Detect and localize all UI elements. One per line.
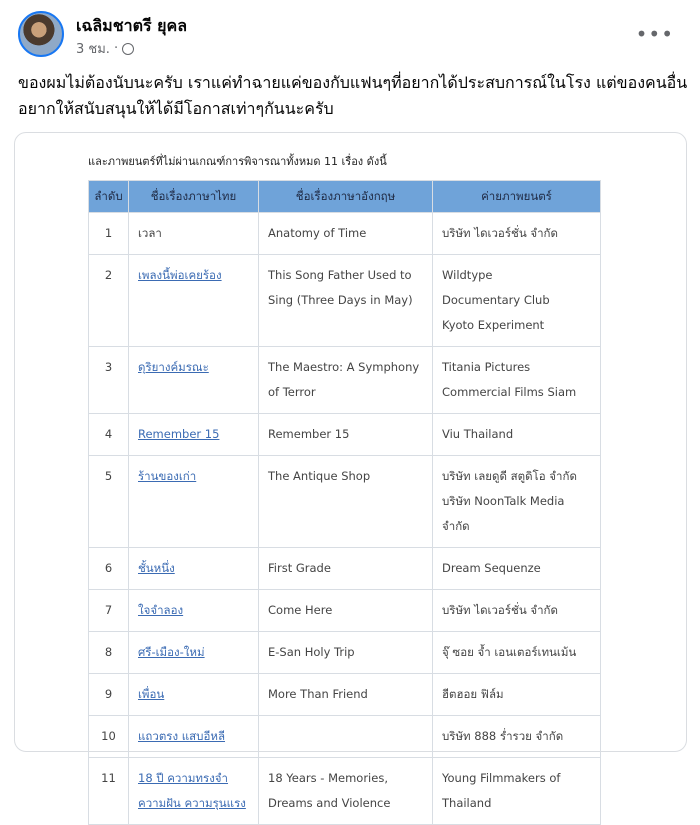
- studio-name: ฮีตฮอย ฟิล์ม: [442, 687, 504, 701]
- english-title: More Than Friend: [259, 674, 433, 716]
- row-number: 10: [89, 716, 129, 758]
- studio-name: Wildtype: [442, 268, 493, 282]
- table-row: [89, 414, 601, 456]
- thai-title-cell: [129, 674, 259, 716]
- studio-name: Dream Sequenze: [442, 561, 541, 575]
- studio-name: Viu Thailand: [442, 427, 514, 441]
- thai-title-cell: [129, 758, 259, 825]
- more-options-button[interactable]: •••: [635, 22, 674, 46]
- thai-title-cell: [129, 255, 259, 347]
- header-english: ชื่อเรื่องภาษาอังกฤษ: [259, 181, 433, 213]
- studio-cell: [433, 255, 601, 347]
- english-title: First Grade: [259, 548, 433, 590]
- thai-title[interactable]: Remember 15: [138, 427, 220, 441]
- row-number: 6: [89, 548, 129, 590]
- studio-cell: [433, 213, 601, 255]
- thai-title-cell: [129, 632, 259, 674]
- studio-cell: [433, 716, 601, 758]
- header-studio: ค่ายภาพยนตร์: [433, 181, 601, 213]
- thai-title[interactable]: เพลงนี้พ่อเคยร้อง: [138, 268, 222, 282]
- studio-name: บริษัท 888 ร่ำรวย จำกัด: [442, 729, 564, 743]
- english-title: [259, 716, 433, 758]
- thai-title[interactable]: แถวตรง แสบอีหลี: [138, 729, 226, 743]
- thai-title-cell: [129, 716, 259, 758]
- author-avatar[interactable]: [18, 11, 64, 57]
- table-row: [89, 590, 601, 632]
- studio-name: จุ๊ ซอย จ้ำ เอนเตอร์เทนเม้น: [442, 645, 577, 659]
- thai-title-cell: [129, 347, 259, 414]
- thai-title[interactable]: ชั้นหนึ่ง: [138, 561, 175, 575]
- studio-name: Titania Pictures: [442, 360, 531, 374]
- thai-title-cell: [129, 456, 259, 548]
- studio-name: บริษัท ไดเวอร์ชั่น จำกัด: [442, 226, 558, 240]
- row-number: 5: [89, 456, 129, 548]
- header-no: ลำดับ: [89, 181, 129, 213]
- table-row: [89, 347, 601, 414]
- author-name[interactable]: เฉลิมชาตรี ยุคล: [76, 16, 187, 35]
- english-title: 18 Years - Memories, Dreams and Violence: [259, 758, 433, 825]
- post-text: ของผมไม่ต้องนับนะครับ เราแค่ทำฉายแค่ของกับแฟนๆที่อยากได้ประสบการณ์ในโรง แต่ของคนอื่นอยากให้สนับสนุนให้ได้มีโอกาสเท่าๆกันนะครับ: [18, 73, 688, 118]
- table-header: [89, 181, 601, 213]
- post-meta: [76, 38, 134, 59]
- row-number: 11: [89, 758, 129, 825]
- studio-cell: [433, 456, 601, 548]
- table-row: [89, 632, 601, 674]
- studio-cell: [433, 414, 601, 456]
- english-title: The Maestro: A Symphony of Terror: [259, 347, 433, 414]
- english-title: E-San Holy Trip: [259, 632, 433, 674]
- thai-title: เวลา: [138, 226, 162, 240]
- studio-cell: [433, 347, 601, 414]
- thai-title[interactable]: เพื่อน: [138, 687, 165, 701]
- thai-title[interactable]: ดุริยางค์มรณะ: [138, 360, 209, 374]
- english-title: The Antique Shop: [259, 456, 433, 548]
- studio-name: Documentary Club: [442, 293, 550, 307]
- row-number: 2: [89, 255, 129, 347]
- studio-name: บริษัท เลยดูดี สตูดิโอ จำกัด: [442, 469, 577, 483]
- thai-title[interactable]: ร้านของเก่า: [138, 469, 197, 483]
- globe-icon: [122, 43, 134, 55]
- studio-name: Commercial Films Siam: [442, 385, 577, 399]
- thai-title[interactable]: 18 ปี ความทรงจำ ความฝัน ความรุนแรง: [138, 771, 246, 810]
- studio-cell: [433, 548, 601, 590]
- image-caption: และภาพยนตร์ที่ไม่ผ่านเกณฑ์การพิจารณาทั้งหมด 11 เรื่อง ดังนี้: [88, 155, 387, 168]
- table-row: [89, 213, 601, 255]
- row-number: 8: [89, 632, 129, 674]
- english-title: Remember 15: [259, 414, 433, 456]
- english-title: Anatomy of Time: [259, 213, 433, 255]
- english-title: Come Here: [259, 590, 433, 632]
- separator: ·: [113, 41, 119, 56]
- table-row: [89, 674, 601, 716]
- english-title: This Song Father Used to Sing (Three Days in May): [259, 255, 433, 347]
- row-number: 9: [89, 674, 129, 716]
- row-number: 4: [89, 414, 129, 456]
- table-row: [89, 716, 601, 758]
- studio-name: Young Filmmakers of Thailand: [442, 771, 561, 810]
- studio-cell: [433, 632, 601, 674]
- post-time[interactable]: 3 ชม.: [76, 42, 110, 57]
- studio-name: บริษัท NoonTalk Media จำกัด: [442, 494, 565, 533]
- table-row: [89, 758, 601, 825]
- studio-cell: [433, 674, 601, 716]
- row-number: 3: [89, 347, 129, 414]
- studio-cell: [433, 758, 601, 825]
- thai-title[interactable]: ใจจำลอง: [138, 603, 184, 617]
- row-number: 1: [89, 213, 129, 255]
- studio-name: บริษัท ไดเวอร์ชั่น จำกัด: [442, 603, 558, 617]
- table-row: [89, 548, 601, 590]
- table-row: [89, 456, 601, 548]
- header-thai: ชื่อเรื่องภาษาไทย: [129, 181, 259, 213]
- row-number: 7: [89, 590, 129, 632]
- studio-name: Kyoto Experiment: [442, 318, 545, 332]
- thai-title-cell: [129, 548, 259, 590]
- thai-title-cell: [129, 414, 259, 456]
- table-row: [89, 255, 601, 347]
- thai-title-cell: [129, 590, 259, 632]
- thai-title-cell: [129, 213, 259, 255]
- thai-title[interactable]: ศรี-เมือง-ใหม่: [138, 645, 205, 659]
- studio-cell: [433, 590, 601, 632]
- films-table: [88, 180, 601, 825]
